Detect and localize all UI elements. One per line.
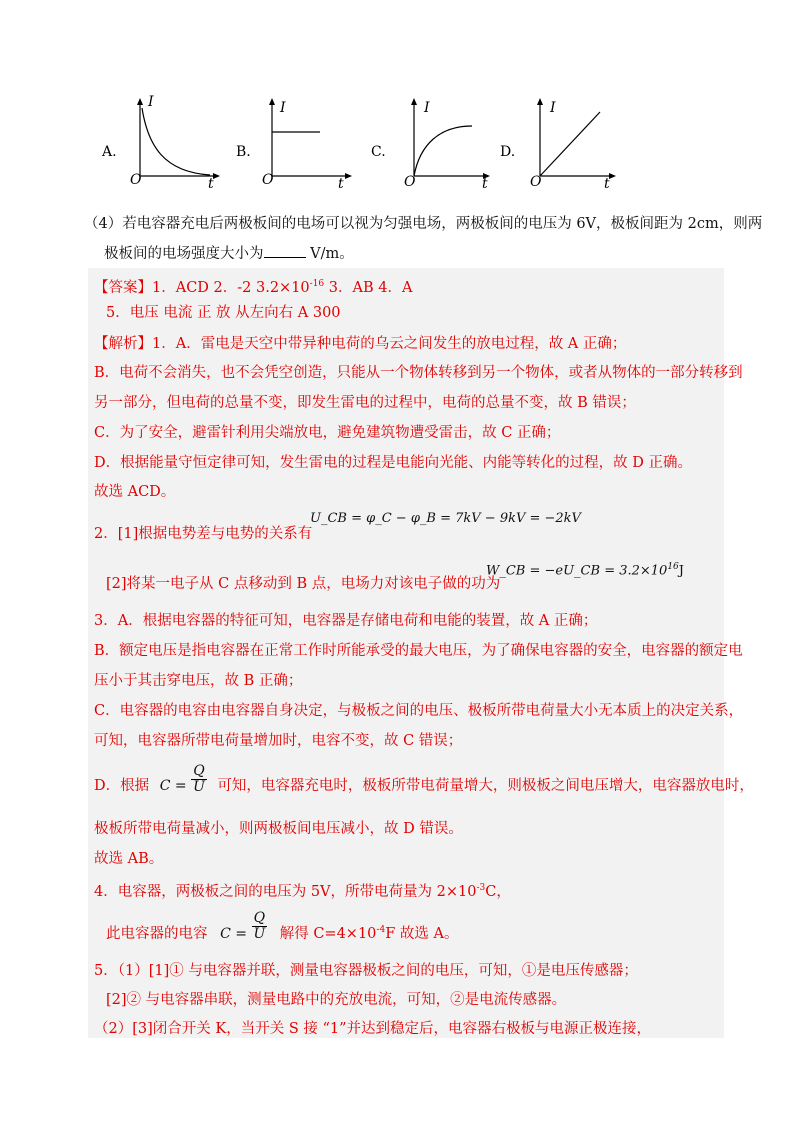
answer-values-1: 1．ACD 2．-2 3.2×10: [152, 279, 310, 296]
answer-line-1: [94, 275, 412, 297]
analysis-line-7: 2．[1]根据电势差与电势的关系有: [94, 526, 313, 542]
formula-c-label: C =: [159, 778, 187, 794]
analysis-text-14-pre: D．根据: [94, 778, 150, 794]
analysis-line-19: 5．（1）[1]① 与电容器并联，测量电容器极板之间的电压，可知，①是电压传感器；: [94, 963, 638, 979]
analysis-line-11: 压小于其击穿电压，故 B 正确；: [94, 673, 303, 689]
analysis-line-4: C．为了安全，避雷针利用尖端放电，避免建筑物遭受雷击，故 C 正确；: [94, 425, 561, 441]
graph-d-y-label: I: [550, 100, 556, 116]
analysis-line-13: 可知，电容器所带电荷量增加时，电容不变，故 C 错误；: [94, 733, 463, 749]
graph-a-origin: O: [130, 172, 142, 188]
analysis-line-14: [94, 762, 754, 795]
analysis-line-10: B．额定电压是指电容器在正常工作时所能承受的最大电压，为了确保电容器的安全，电容器的额定电: [94, 643, 743, 659]
graph-b-y-label: I: [280, 100, 286, 116]
formula-q-over-u: [191, 764, 206, 795]
formula-wcb: [486, 562, 684, 578]
analysis-line-20: [2]② 与电容器串联，测量电路中的充放电流，可知，②是电流传感器。: [106, 992, 567, 1008]
answer-blank: [264, 243, 306, 258]
graph-c-y-label: I: [424, 100, 430, 116]
graph-c-x-label: t: [482, 176, 488, 192]
question-4-line2: [104, 243, 354, 263]
analysis-text-1: 1．A．雷电是天空中带异种电荷的乌云之间发生的放电过程，故 A 正确；: [152, 336, 627, 352]
analysis-text-17-pre: 4．电容器，两极板之间的电压为 5V，所带电荷量为 2×10: [94, 883, 477, 900]
question-4-unit: V/m。: [305, 246, 354, 262]
formula-denominator: U: [193, 778, 205, 795]
analysis-text-18-b: F 故选 A。: [385, 925, 459, 942]
analysis-line-17: [94, 879, 511, 901]
analysis-line-5: D．根据能量守恒定律可知，发生雷电的过程是电能向光能、内能等转化的过程，故 D 正确。: [94, 455, 692, 471]
analysis-exp-18: -4: [376, 925, 386, 935]
formula-wcb-unit: J: [678, 563, 684, 579]
graph-a-x-label: t: [208, 176, 214, 192]
analysis-text-18-pre: 此电容器的电容: [106, 925, 208, 942]
answer-line-2: 5．电压 电流 正 放 从左向右 A 300: [106, 305, 341, 321]
graph-d-origin: O: [530, 174, 542, 190]
analysis-line-18: [106, 910, 459, 943]
analysis-text-17-post: C，: [485, 883, 511, 900]
graph-b-origin: O: [262, 172, 274, 188]
graph-d-x-label: t: [604, 176, 610, 192]
analysis-line-3: 另一部分，但电荷的总量不变，即发生雷电的过程中，电荷的总量不变，故 B 错误；: [94, 395, 636, 411]
analysis-tag: 【解析】: [94, 336, 152, 352]
formula-wcb-exp: 16: [667, 562, 679, 572]
option-a-label: A.: [102, 144, 117, 160]
analysis-line-21: （2）[3]闭合开关 K，当开关 S 接 “1”并达到稳定后，电容器右极板与电源正极连接，: [94, 1021, 652, 1037]
option-d-label: D.: [500, 144, 516, 160]
analysis-line-16: 故选 AB。: [94, 851, 164, 867]
graph-a-y-label: I: [148, 94, 154, 110]
formula-q-over-u-2: [252, 911, 267, 942]
formula-denominator-2: U: [253, 926, 266, 943]
answer-tag: 【答案】: [94, 279, 152, 296]
analysis-line-8: [2]将某一电子从 C 点移动到 B 点，电场力对该电子做的功为: [106, 576, 501, 592]
answer-values-1-tail: 3．AB 4．A: [324, 279, 413, 296]
analysis-line-9: 3．A．根据电容器的特征可知，电容器是存储电荷和电能的装置，故 A 正确；: [94, 613, 598, 629]
analysis-line-6: 故选 ACD。: [94, 484, 176, 500]
formula-ucb: U_CB = φ_C − φ_B = 7kV − 9kV = −2kV: [310, 511, 581, 526]
analysis-line-1: [94, 335, 626, 353]
analysis-line-15: 极板所带电荷量减小，则两极板间电压减小，故 D 错误。: [94, 821, 463, 837]
formula-wcb-main: W_CB = −eU_CB = 3.2×10: [486, 563, 668, 579]
analysis-text-14-post: 可知，电容器充电时，极板所带电荷量增大，则极板之间电压增大，电容器放电时，: [217, 778, 754, 794]
question-4-line1: （4）若电容器充电后两极板间的电场可以视为匀强电场，两极板间的电压为 6V，极板间距为 2cm，则两: [84, 216, 763, 232]
analysis-text-18-a: 解得 C=4×10: [279, 925, 377, 942]
graph-b-x-label: t: [338, 176, 344, 192]
option-c-label: C.: [371, 144, 386, 160]
analysis-exp-17: -3: [476, 883, 486, 893]
formula-numerator: Q: [193, 762, 205, 779]
analysis-line-12: C．电容器的电容由电容器自身决定，与极板之间的电压、极板所带电荷量大小无本质上的决定关系，: [94, 703, 744, 719]
analysis-line-2: B．电荷不会消失，也不会凭空创造，只能从一个物体转移到另一个物体，或者从物体的一部分转移到: [94, 365, 743, 381]
graph-c-origin: O: [404, 174, 416, 190]
formula-numerator-2: Q: [253, 910, 266, 927]
option-b-label: B.: [236, 144, 251, 160]
formula-c-label-2: C =: [220, 925, 248, 942]
answer-exp: -16: [309, 279, 325, 289]
question-4-prompt: 极板间的电场强度大小为: [104, 246, 264, 262]
